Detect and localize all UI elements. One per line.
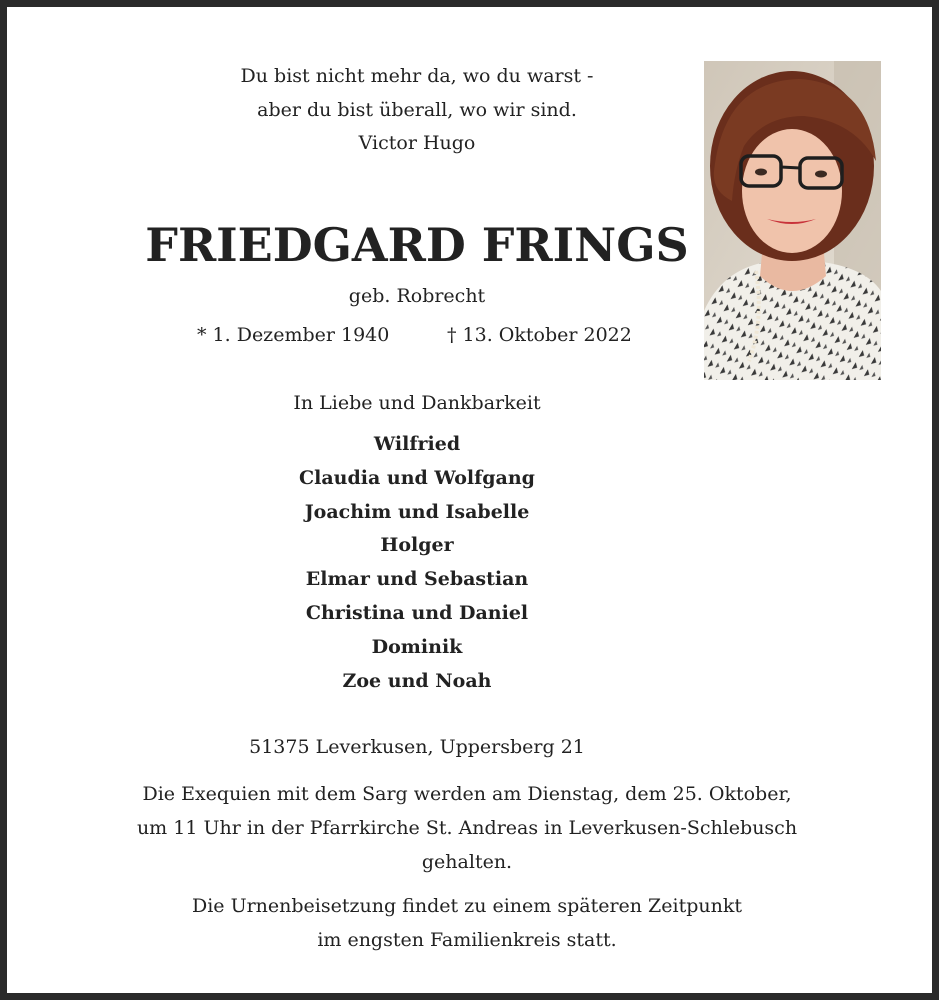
portrait-photo [704, 61, 881, 380]
birth-date: * 1. Dezember 1940 [197, 324, 390, 346]
quote-author: Victor Hugo [358, 132, 476, 154]
deceased-name: FRIEDGARD FRINGS [145, 218, 689, 272]
mourners-list [117, 428, 717, 698]
mourner-name: Wilfried [373, 433, 461, 455]
mourner-name: Holger [380, 534, 454, 557]
death-date: † 13. Oktober 2022 [447, 324, 632, 346]
dedication-text: In Liebe und Dankbarkeit [293, 392, 541, 414]
mourner-name: Elmar und Sebastian [305, 568, 529, 591]
quote-line-2: aber du bist überall, wo wir sind. [257, 98, 577, 121]
service-line-1: Die Exequien mit dem Sarg werden am Dienstag, dem 25. Oktober, [142, 783, 792, 805]
family-address: 51375 Leverkusen, Uppersberg 21 [249, 736, 585, 758]
mourner-name: Zoe und Noah [342, 669, 492, 692]
quote-block [117, 60, 717, 161]
mourner-name: Joachim und Isabelle [304, 500, 530, 523]
obituary-card [7, 7, 932, 993]
service-notice [67, 777, 867, 879]
mourner-name: Dominik [371, 635, 463, 658]
urn-line-1: Die Urnenbeisetzung findet zu einem späteren Zeitpunkt [191, 895, 742, 917]
birth-name: geb. Robrecht [348, 285, 486, 307]
service-line-2: um 11 Uhr in der Pfarrkirche St. Andreas in Leverkusen-Schlebusch [136, 817, 798, 839]
mourner-name: Claudia und Wolfgang [299, 466, 535, 489]
urn-line-2: im engsten Familienkreis statt. [317, 929, 617, 951]
urn-notice [67, 889, 867, 957]
service-line-3: gehalten. [421, 851, 513, 873]
quote-line-1: Du bist nicht mehr da, wo du warst - [240, 65, 594, 87]
mourner-name: Christina und Daniel [305, 601, 529, 624]
portrait-illustration [704, 61, 881, 380]
